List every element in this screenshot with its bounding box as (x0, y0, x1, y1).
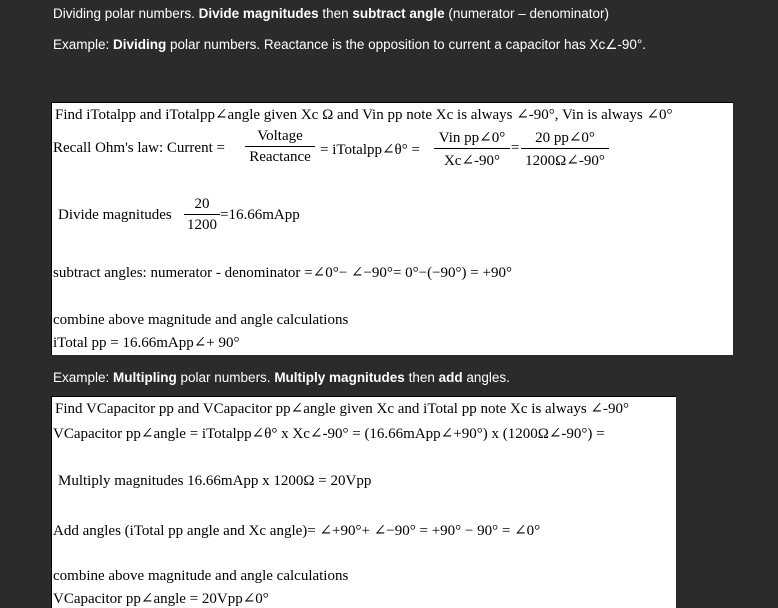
add-angles-line: Add angles (iTotal pp angle and Xc angle)= ∠+90°+ ∠−90° = +90° − 90° = ∠0° (53, 523, 541, 539)
header-line-1 (53, 6, 609, 21)
ohms-law-label: Recall Ohm's law: Current = (53, 140, 225, 156)
header-bold-text: Dividing (113, 37, 167, 52)
fraction-bar (434, 148, 510, 149)
header-bold-text: Divide magnitudes (198, 6, 319, 21)
header-text: polar numbers. Reactance is the opposition to current a capacitor has Xc∠-90°. (166, 37, 647, 52)
combine-label: combine above magnitude and angle calculations (53, 312, 349, 328)
multiply-heading (53, 370, 510, 385)
fraction-numerator: 20 (194, 196, 210, 212)
vcapacitor-result: VCapacitor pp∠angle = 20Vpp∠0° (53, 591, 269, 607)
itotal-result: iTotal pp = 16.66mApp∠+ 90° (53, 335, 240, 351)
heading-bold-text: add (438, 370, 463, 385)
fraction-numerator: 20 pp∠0° (535, 130, 595, 146)
header-text: Dividing polar numbers. (53, 6, 199, 21)
header-line-2 (53, 37, 646, 53)
fraction-voltage-over-reactance (245, 128, 315, 166)
vcapacitor-equation: VCapacitor pp∠angle = iTotalpp∠θ° x Xc∠-90° = (16.66mApp∠+90°) x (1200Ω∠-90°) = (53, 426, 605, 442)
heading-bold-text: Multiply magnitudes (274, 370, 405, 385)
divide-result: =16.66mApp (220, 207, 300, 223)
header-text: Example: (53, 37, 114, 52)
multiply-magnitudes-line: Multiply magnitudes 16.66mApp x 1200Ω = 20Vpp (58, 473, 372, 489)
heading-text: polar numbers. (176, 370, 275, 385)
fraction-numerator: Vin pp∠0° (438, 130, 506, 146)
fraction-denominator: 1200 (187, 217, 217, 233)
multiplication-example-panel (51, 396, 676, 608)
fraction-vin-over-xc (434, 128, 510, 170)
panel-border (51, 102, 733, 103)
combine-label: combine above magnitude and angle calculations (53, 568, 349, 584)
fraction-bar (184, 214, 220, 215)
fraction-bar (245, 146, 315, 147)
header-text: then (318, 6, 353, 21)
heading-text: Example: (53, 370, 114, 385)
fraction-bar (521, 148, 609, 149)
fraction-denominator: 1200Ω∠-90° (525, 153, 605, 169)
header-text: (numerator – denominator) (444, 6, 609, 21)
equals-sign: = (511, 140, 520, 156)
division-example-panel (51, 102, 733, 355)
divide-magnitudes-label: Divide magnitudes (58, 207, 172, 223)
heading-text: then (404, 370, 439, 385)
panel-border (51, 396, 52, 608)
current-equals-label: = iTotalpp∠θ° = (320, 142, 420, 158)
fraction-20-over-1200 (184, 196, 220, 234)
heading-bold-text: Multipling (113, 370, 177, 385)
fraction-numerator: Voltage (257, 128, 303, 144)
fraction-denominator: Xc∠-90° (443, 153, 501, 169)
find-statement: Find VCapacitor pp and VCapacitor pp∠angle given Xc and iTotal pp note Xc is always ∠-90° (55, 401, 629, 417)
panel-border (51, 396, 676, 397)
header-bold-text: subtract angle (352, 6, 445, 21)
heading-text: angles. (462, 370, 510, 385)
panel-border (51, 102, 52, 355)
fraction-20pp-over-1200ohm (521, 128, 609, 170)
find-statement: Find iTotalpp and iTotalpp∠angle given Xc Ω and Vin pp note Xc is always ∠-90°, Vin is always ∠0° (55, 107, 673, 123)
subtract-angles-line: subtract angles: numerator - denominator =∠0°− ∠−90°= 0°−(−90°) = +90° (53, 265, 512, 281)
fraction-denominator: Reactance (249, 149, 311, 165)
